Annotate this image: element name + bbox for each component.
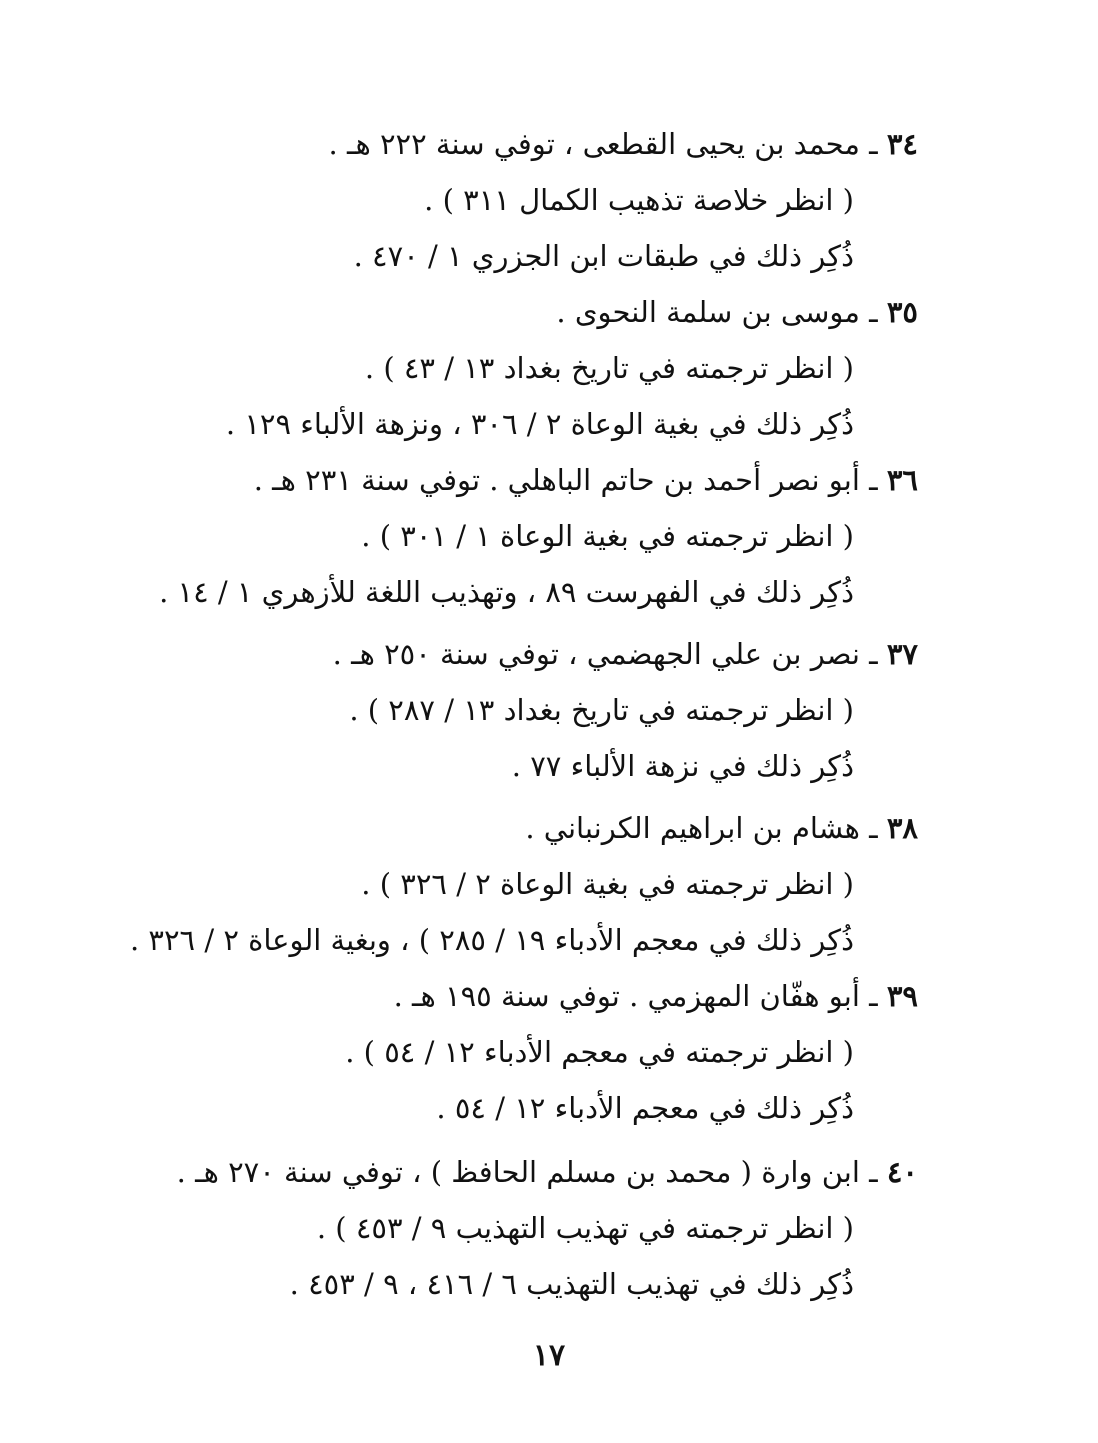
- entry-number: ٤٠: [886, 1155, 918, 1189]
- entry-citation: ذُكِر ذلك في بغية الوعاة ٢ / ٣٠٦ ، ونزهة الألباء ١٢٩ .: [225, 407, 854, 441]
- entry-citation: ذُكِر ذلك في معجم الأدباء ١٢ / ٥٤ .: [436, 1091, 854, 1125]
- entry-35: [226, 284, 918, 452]
- entry-heading: [130, 800, 918, 856]
- entry-37: [333, 626, 918, 794]
- entry-number: ٣٧: [886, 637, 918, 671]
- entry-citation: ذُكِر ذلك في طبقات ابن الجزري ١ / ٤٧٠ .: [353, 239, 854, 273]
- entry-36: [159, 452, 918, 620]
- entry-reference: ( انظر ترجمته في بغية الوعاة ٢ / ٣٢٦ ) .: [361, 867, 854, 901]
- entry-heading: [345, 968, 918, 1024]
- entry-number: ٣٨: [886, 811, 918, 845]
- entry-reference: ( انظر خلاصة تذهيب الكمال ٣١١ ) .: [424, 183, 854, 217]
- entry-38: [130, 800, 918, 968]
- entry-reference: ( انظر ترجمته في معجم الأدباء ١٢ / ٥٤ ) .: [345, 1035, 854, 1069]
- entry-number: ٣٤: [886, 127, 918, 161]
- entry-heading: [329, 116, 918, 172]
- entry-heading: [226, 284, 918, 340]
- entry-reference: ( انظر ترجمته في تاريخ بغداد ١٣ / ٢٨٧ ) .: [349, 693, 854, 727]
- entry-39: [345, 968, 918, 1136]
- entry-citation: ذُكِر ذلك في نزهة الألباء ٧٧ .: [511, 749, 854, 783]
- page-number: ١٧: [532, 1338, 566, 1373]
- entry-reference: ( انظر ترجمته في بغية الوعاة ١ / ٣٠١ ) .: [361, 519, 854, 553]
- entry-citation: ذُكِر ذلك في تهذيب التهذيب ٦ / ٤١٦ ، ٩ / ٤٥٣ .: [289, 1267, 854, 1301]
- entry-heading-text: ـ نصر بن علي الجهضمي ، توفي سنة ٢٥٠ هـ .: [332, 637, 887, 671]
- entry-heading-text: ـ ابن وارة ( محمد بن مسلم الحافظ ) ، توفي سنة ٢٧٠ هـ .: [176, 1155, 887, 1189]
- entry-40: [177, 1144, 918, 1312]
- entry-heading-text: ـ هشام بن ابراهيم الكرنباني .: [525, 811, 887, 845]
- entry-number: ٣٩: [886, 979, 918, 1013]
- entry-citation: ذُكِر ذلك في الفهرست ٨٩ ، وتهذيب اللغة للأزهري ١ / ١٤ .: [159, 575, 854, 609]
- entry-heading-text: ـ محمد بن يحيى القطعى ، توفي سنة ٢٢٢ هـ .: [328, 127, 887, 161]
- entry-citation: ذُكِر ذلك في معجم الأدباء ١٩ / ٢٨٥ ) ، وبغية الوعاة ٢ / ٣٢٦ .: [129, 923, 854, 957]
- entry-heading: [177, 1144, 918, 1200]
- entry-heading-text: ـ موسى بن سلمة النحوى .: [556, 295, 887, 329]
- entry-34: [329, 116, 918, 284]
- entry-heading-text: ـ أبو نصر أحمد بن حاتم الباهلي . توفي سنة ٢٣١ هـ .: [253, 463, 887, 497]
- entry-number: ٣٥: [886, 295, 918, 329]
- entry-heading-text: ـ أبو هفّان المهزمي . توفي سنة ١٩٥ هـ .: [393, 979, 887, 1013]
- entry-reference: ( انظر ترجمته في تاريخ بغداد ١٣ / ٤٣ ) .: [364, 351, 854, 385]
- entry-number: ٣٦: [886, 463, 918, 497]
- entry-heading: [159, 452, 918, 508]
- entry-reference: ( انظر ترجمته في تهذيب التهذيب ٩ / ٤٥٣ ) .: [316, 1211, 854, 1245]
- entry-heading: [333, 626, 918, 682]
